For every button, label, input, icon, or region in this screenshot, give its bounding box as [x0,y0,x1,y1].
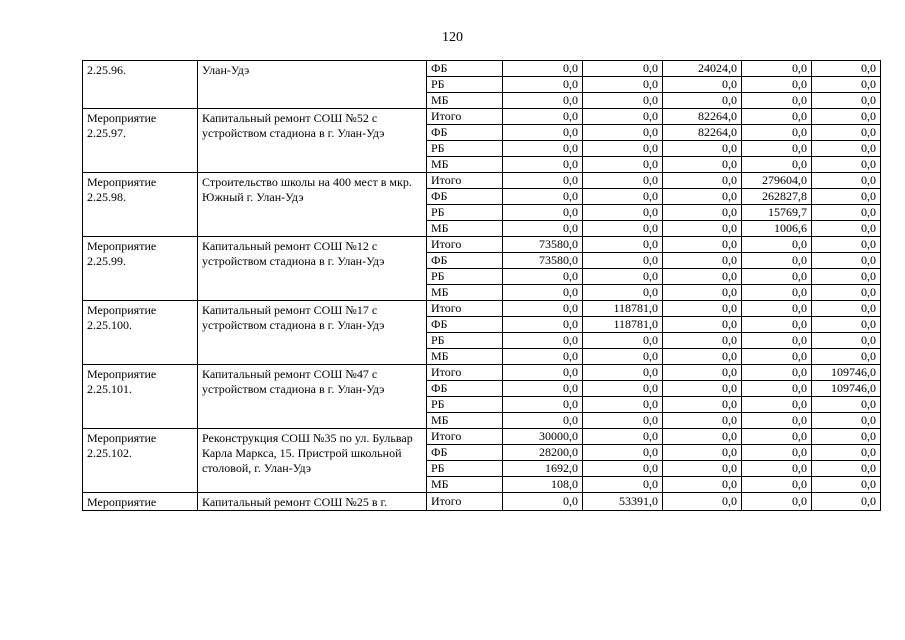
amount-cell: 0,0 [663,157,742,173]
amount-cell: 0,0 [503,189,583,205]
amount-cell: 0,0 [503,141,583,157]
amount-cell: 0,0 [812,125,881,141]
activity-name: Капитальный ремонт СОШ №25 в г. [198,493,427,511]
amount-cell: 108,0 [503,477,583,493]
amount-cell: 0,0 [663,429,742,445]
funding-source: Итого [427,237,503,253]
amount-cell: 0,0 [742,413,812,429]
funding-source: РБ [427,461,503,477]
funding-source: РБ [427,77,503,93]
amount-cell: 0,0 [663,77,742,93]
amount-cell: 24024,0 [663,61,742,77]
amount-cell: 0,0 [663,285,742,301]
amount-cell: 0,0 [583,429,663,445]
funding-source: ФБ [427,317,503,333]
table-row [83,61,881,77]
amount-cell: 0,0 [503,93,583,109]
amount-cell: 0,0 [583,381,663,397]
table-row [83,237,881,253]
amount-cell: 0,0 [503,413,583,429]
amount-cell: 0,0 [812,173,881,189]
amount-cell: 0,0 [583,61,663,77]
activity-code: Мероприятие 2.25.99. [83,237,198,301]
amount-cell: 0,0 [742,477,812,493]
amount-cell: 0,0 [583,157,663,173]
amount-cell: 0,0 [742,61,812,77]
amount-cell: 0,0 [663,189,742,205]
amount-cell: 0,0 [812,285,881,301]
amount-cell: 0,0 [503,493,583,511]
amount-cell: 0,0 [663,141,742,157]
amount-cell: 0,0 [812,301,881,317]
amount-cell: 15769,7 [742,205,812,221]
amount-cell: 82264,0 [663,125,742,141]
amount-cell: 0,0 [503,205,583,221]
amount-cell: 0,0 [742,125,812,141]
funding-source: Итого [427,301,503,317]
funding-source: ФБ [427,189,503,205]
amount-cell: 0,0 [663,301,742,317]
amount-cell: 0,0 [742,461,812,477]
amount-cell: 0,0 [583,237,663,253]
amount-cell: 0,0 [663,397,742,413]
amount-cell: 0,0 [812,333,881,349]
amount-cell: 0,0 [812,317,881,333]
funding-source: РБ [427,333,503,349]
amount-cell: 0,0 [742,397,812,413]
amount-cell: 0,0 [663,365,742,381]
amount-cell: 0,0 [663,477,742,493]
amount-cell: 0,0 [503,365,583,381]
amount-cell: 0,0 [812,157,881,173]
amount-cell: 0,0 [583,445,663,461]
amount-cell: 30000,0 [503,429,583,445]
activity-code: Мероприятие 2.25.102. [83,429,198,493]
amount-cell: 0,0 [503,173,583,189]
activity-name: Строительство школы на 400 мест в мкр. Южный г. Улан-Удэ [198,173,427,237]
amount-cell: 0,0 [663,317,742,333]
amount-cell: 0,0 [812,461,881,477]
amount-cell: 0,0 [742,365,812,381]
funding-source: РБ [427,205,503,221]
amount-cell: 0,0 [583,93,663,109]
amount-cell: 0,0 [503,125,583,141]
amount-cell: 0,0 [812,253,881,269]
amount-cell: 0,0 [663,205,742,221]
funding-source: ФБ [427,445,503,461]
amount-cell: 0,0 [742,93,812,109]
page-number: 120 [442,30,463,45]
amount-cell: 0,0 [742,301,812,317]
amount-cell: 0,0 [583,365,663,381]
amount-cell: 0,0 [812,493,881,511]
amount-cell: 0,0 [583,413,663,429]
amount-cell: 0,0 [663,253,742,269]
activity-name: Реконструкция СОШ №35 по ул. Бульвар Карла Маркса, 15. Пристрой школьной столовой, г. Улан-Удэ [198,429,427,493]
amount-cell: 0,0 [663,461,742,477]
amount-cell: 0,0 [742,317,812,333]
amount-cell: 109746,0 [812,365,881,381]
activity-code: Мероприятие 2.25.97. [83,109,198,173]
amount-cell: 0,0 [503,301,583,317]
activity-name: Капитальный ремонт СОШ №12 с устройством стадиона в г. Улан-Удэ [198,237,427,301]
amount-cell: 0,0 [583,461,663,477]
amount-cell: 28200,0 [503,445,583,461]
amount-cell: 118781,0 [583,317,663,333]
amount-cell: 0,0 [812,349,881,365]
amount-cell: 0,0 [503,269,583,285]
funding-source: Итого [427,429,503,445]
funding-source: Итого [427,173,503,189]
activity-name: Капитальный ремонт СОШ №47 с устройством стадиона в г. Улан-Удэ [198,365,427,429]
amount-cell: 0,0 [583,205,663,221]
amount-cell: 0,0 [742,285,812,301]
amount-cell: 0,0 [663,493,742,511]
activity-name: Капитальный ремонт СОШ №52 с устройством стадиона в г. Улан-Удэ [198,109,427,173]
amount-cell: 0,0 [742,141,812,157]
amount-cell: 0,0 [742,429,812,445]
amount-cell: 0,0 [503,285,583,301]
amount-cell: 82264,0 [663,109,742,125]
funding-source: МБ [427,285,503,301]
funding-source: МБ [427,93,503,109]
amount-cell: 0,0 [583,285,663,301]
amount-cell: 109746,0 [812,381,881,397]
amount-cell: 262827,8 [742,189,812,205]
funding-source: МБ [427,413,503,429]
amount-cell: 0,0 [663,269,742,285]
amount-cell: 0,0 [583,253,663,269]
amount-cell: 0,0 [812,221,881,237]
activity-code: Мероприятие 2.25.98. [83,173,198,237]
amount-cell: 279604,0 [742,173,812,189]
amount-cell: 0,0 [503,109,583,125]
amount-cell: 0,0 [812,429,881,445]
amount-cell: 0,0 [742,445,812,461]
amount-cell: 0,0 [742,253,812,269]
amount-cell: 0,0 [583,477,663,493]
amount-cell: 0,0 [583,397,663,413]
funding-source: РБ [427,397,503,413]
amount-cell: 0,0 [503,349,583,365]
activity-name: Капитальный ремонт СОШ №17 с устройством стадиона в г. Улан-Удэ [198,301,427,365]
table-row [83,429,881,445]
amount-cell: 0,0 [503,333,583,349]
amount-cell: 0,0 [663,93,742,109]
amount-cell: 0,0 [812,141,881,157]
amount-cell: 0,0 [742,237,812,253]
amount-cell: 0,0 [742,269,812,285]
amount-cell: 0,0 [503,381,583,397]
funding-source: ФБ [427,61,503,77]
funding-source: Итого [427,365,503,381]
amount-cell: 0,0 [812,205,881,221]
amount-cell: 0,0 [583,333,663,349]
amount-cell: 0,0 [583,109,663,125]
table-row [83,109,881,125]
amount-cell: 0,0 [663,413,742,429]
funding-source: Итого [427,493,503,511]
amount-cell: 0,0 [503,61,583,77]
table-body [83,61,881,511]
amount-cell: 0,0 [663,237,742,253]
amount-cell: 0,0 [583,221,663,237]
amount-cell: 0,0 [812,77,881,93]
amount-cell: 73580,0 [503,253,583,269]
amount-cell: 1006,6 [742,221,812,237]
amount-cell: 0,0 [583,77,663,93]
amount-cell: 0,0 [812,445,881,461]
amount-cell: 0,0 [812,477,881,493]
table-row [83,301,881,317]
activity-code: 2.25.96. [83,61,198,109]
funding-source: МБ [427,349,503,365]
amount-cell: 0,0 [742,109,812,125]
amount-cell: 0,0 [812,61,881,77]
amount-cell: 0,0 [583,125,663,141]
amount-cell: 0,0 [742,493,812,511]
table-row [83,173,881,189]
amount-cell: 0,0 [742,349,812,365]
amount-cell: 118781,0 [583,301,663,317]
amount-cell: 0,0 [503,397,583,413]
funding-source: РБ [427,141,503,157]
amount-cell: 0,0 [503,157,583,173]
amount-cell: 53391,0 [583,493,663,511]
amount-cell: 0,0 [812,189,881,205]
amount-cell: 0,0 [812,93,881,109]
amount-cell: 0,0 [663,445,742,461]
amount-cell: 0,0 [583,189,663,205]
activity-name: Улан-Удэ [198,61,427,109]
amount-cell: 0,0 [812,269,881,285]
amount-cell: 0,0 [503,77,583,93]
amount-cell: 0,0 [742,77,812,93]
funding-source: МБ [427,477,503,493]
activity-code: Мероприятие [83,493,198,511]
amount-cell: 0,0 [812,237,881,253]
amount-cell: 73580,0 [503,237,583,253]
amount-cell: 0,0 [663,349,742,365]
amount-cell: 0,0 [583,141,663,157]
funding-source: ФБ [427,125,503,141]
funding-source: ФБ [427,381,503,397]
amount-cell: 0,0 [663,221,742,237]
amount-cell: 0,0 [742,157,812,173]
amount-cell: 0,0 [663,381,742,397]
amount-cell: 0,0 [812,413,881,429]
table-row [83,365,881,381]
budget-table [82,60,881,511]
amount-cell: 0,0 [663,173,742,189]
table-row [83,493,881,511]
amount-cell: 0,0 [583,269,663,285]
amount-cell: 0,0 [812,109,881,125]
funding-source: РБ [427,269,503,285]
funding-source: МБ [427,157,503,173]
amount-cell: 0,0 [742,381,812,397]
amount-cell: 0,0 [503,317,583,333]
funding-source: МБ [427,221,503,237]
amount-cell: 0,0 [583,349,663,365]
amount-cell: 0,0 [742,333,812,349]
activity-code: Мероприятие 2.25.101. [83,365,198,429]
funding-source: Итого [427,109,503,125]
amount-cell: 0,0 [812,397,881,413]
amount-cell: 0,0 [583,173,663,189]
funding-source: ФБ [427,253,503,269]
amount-cell: 0,0 [503,221,583,237]
amount-cell: 1692,0 [503,461,583,477]
amount-cell: 0,0 [663,333,742,349]
activity-code: Мероприятие 2.25.100. [83,301,198,365]
